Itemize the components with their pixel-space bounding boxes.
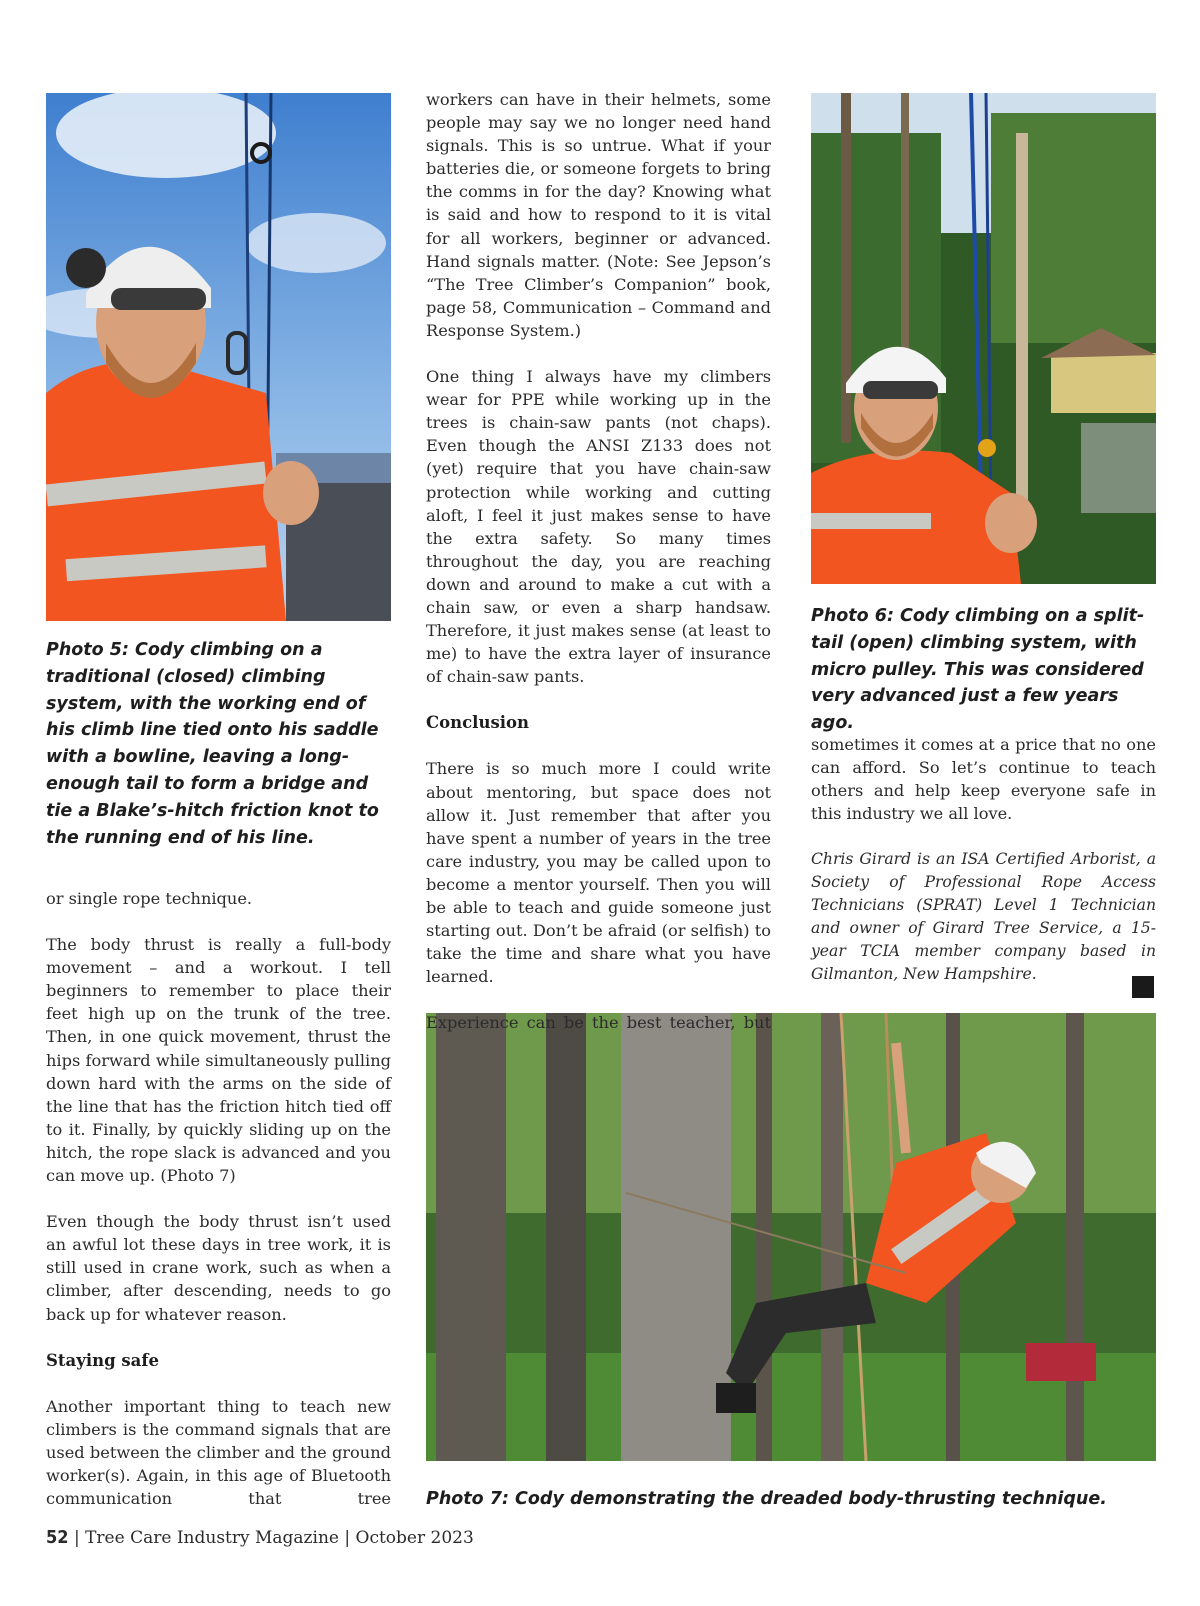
magazine-name: Tree Care Industry Magazine	[85, 1528, 339, 1548]
end-of-article-mark	[1132, 976, 1154, 998]
column-1	[46, 887, 391, 1510]
column-3-paragraph: sometimes it comes at a price that no one can afford. So let’s continue to teach others and help keep everyone safe in this industry we all love.	[811, 735, 1156, 824]
column-2-paragraph: One thing I always have my climbers wear for PPE while working up in the trees is chain-saw pants (not chaps). Even though the ANSI Z133 does not (yet) require that you have chain-saw protection while working and cutting aloft, I feel it just makes sense to have the extra safety. So many times throughout the day, you are reaching down and around to make a cut with a chain saw, or even a sharp handsaw. Therefore, it just makes sense (at least to me) to have the extra layer of insurance of chain-saw pants.	[426, 367, 771, 687]
section-heading-conclusion: Conclusion	[426, 713, 530, 733]
section-heading-staying-safe: Staying safe	[46, 1350, 159, 1370]
author-bio: Chris Girard is an ISA Certified Arborist, a Society of Professional Rope Access Technicians (SPRAT) Level 1 Technician and owner of Girard Tree Service, a 15-year TCIA member company based in Gilmanton, New Hampshire.	[811, 850, 1156, 984]
photo-6	[811, 93, 1156, 584]
column-1-paragraph: Even though the body thrust isn’t used an awful lot these days in tree work, it is still used in crane work, such as when a climber, after descending, needs to go back up for whatever reason.	[46, 1212, 391, 1324]
page-number: 52	[46, 1527, 69, 1548]
issue-date: October 2023	[355, 1528, 474, 1548]
column-2-paragraph: Experience can be the best teacher, but	[426, 1013, 771, 1033]
column-2-paragraph: There is so much more I could write about mentoring, but space does not allow it. Just remember that after you have spent a number of years in the tree care industry, you may be called upon to become a mentor yourself. Then you will be able to teach and guide someone just starting out. Don’t be afraid (or selfish) to take the time and share what you have learned.	[426, 759, 771, 987]
footer-separator: |	[73, 1528, 80, 1548]
column-2-paragraph: workers can have in their helmets, some people may say we no longer need hand signals. This is so untrue. What if your batteries die, or someone forgets to bring the comms in for the day? Knowing what is said and how to respond to it is vital for all workers, beginner or advanced. Hand signals matter. (Note: See Jepson’s “The Tree Climber’s Companion” book, page 58, Communication – Command and Response System.)	[426, 90, 771, 340]
column-2	[426, 88, 771, 1034]
photo-5	[46, 93, 391, 621]
column-3	[811, 733, 1156, 986]
column-1-paragraph: Another important thing to teach new climbers is the command signals that are used between the climber and the ground worker(s). Again, in this age of Bluetooth communication that tree	[46, 1396, 391, 1509]
footer-separator: |	[344, 1528, 351, 1548]
photo-7-caption: Photo 7: Cody demonstrating the dreaded body-thrusting technique.	[426, 1489, 1107, 1509]
photo-7	[426, 1013, 1156, 1461]
column-1-paragraph: The body thrust is really a full-body movement – and a workout. I tell beginners to remember to place their feet high up on the trunk of the tree. Then, in one quick movement, thrust the hips forward while simultaneously pulling down hard with the arms on the side of the line that has the friction hitch tied off to it. Finally, by quickly sliding up on the hitch, the rope slack is advanced and you can move up. (Photo 7)	[46, 935, 391, 1186]
photo-6-caption: Photo 6: Cody climbing on a split-tail (open) climbing system, with micro pulley. This was considered very advanced just a few years ago.	[811, 606, 1145, 734]
photo-5-caption: Photo 5: Cody climbing on a traditional (closed) climbing system, with the working end of his climb line tied onto his saddle with a bowline, leaving a long-enough tail to form a bridge and tie a Blake’s-hitch friction knot to the running end of his line.	[46, 640, 379, 848]
page-footer	[46, 1527, 474, 1548]
column-1-paragraph: or single rope technique.	[46, 889, 253, 908]
